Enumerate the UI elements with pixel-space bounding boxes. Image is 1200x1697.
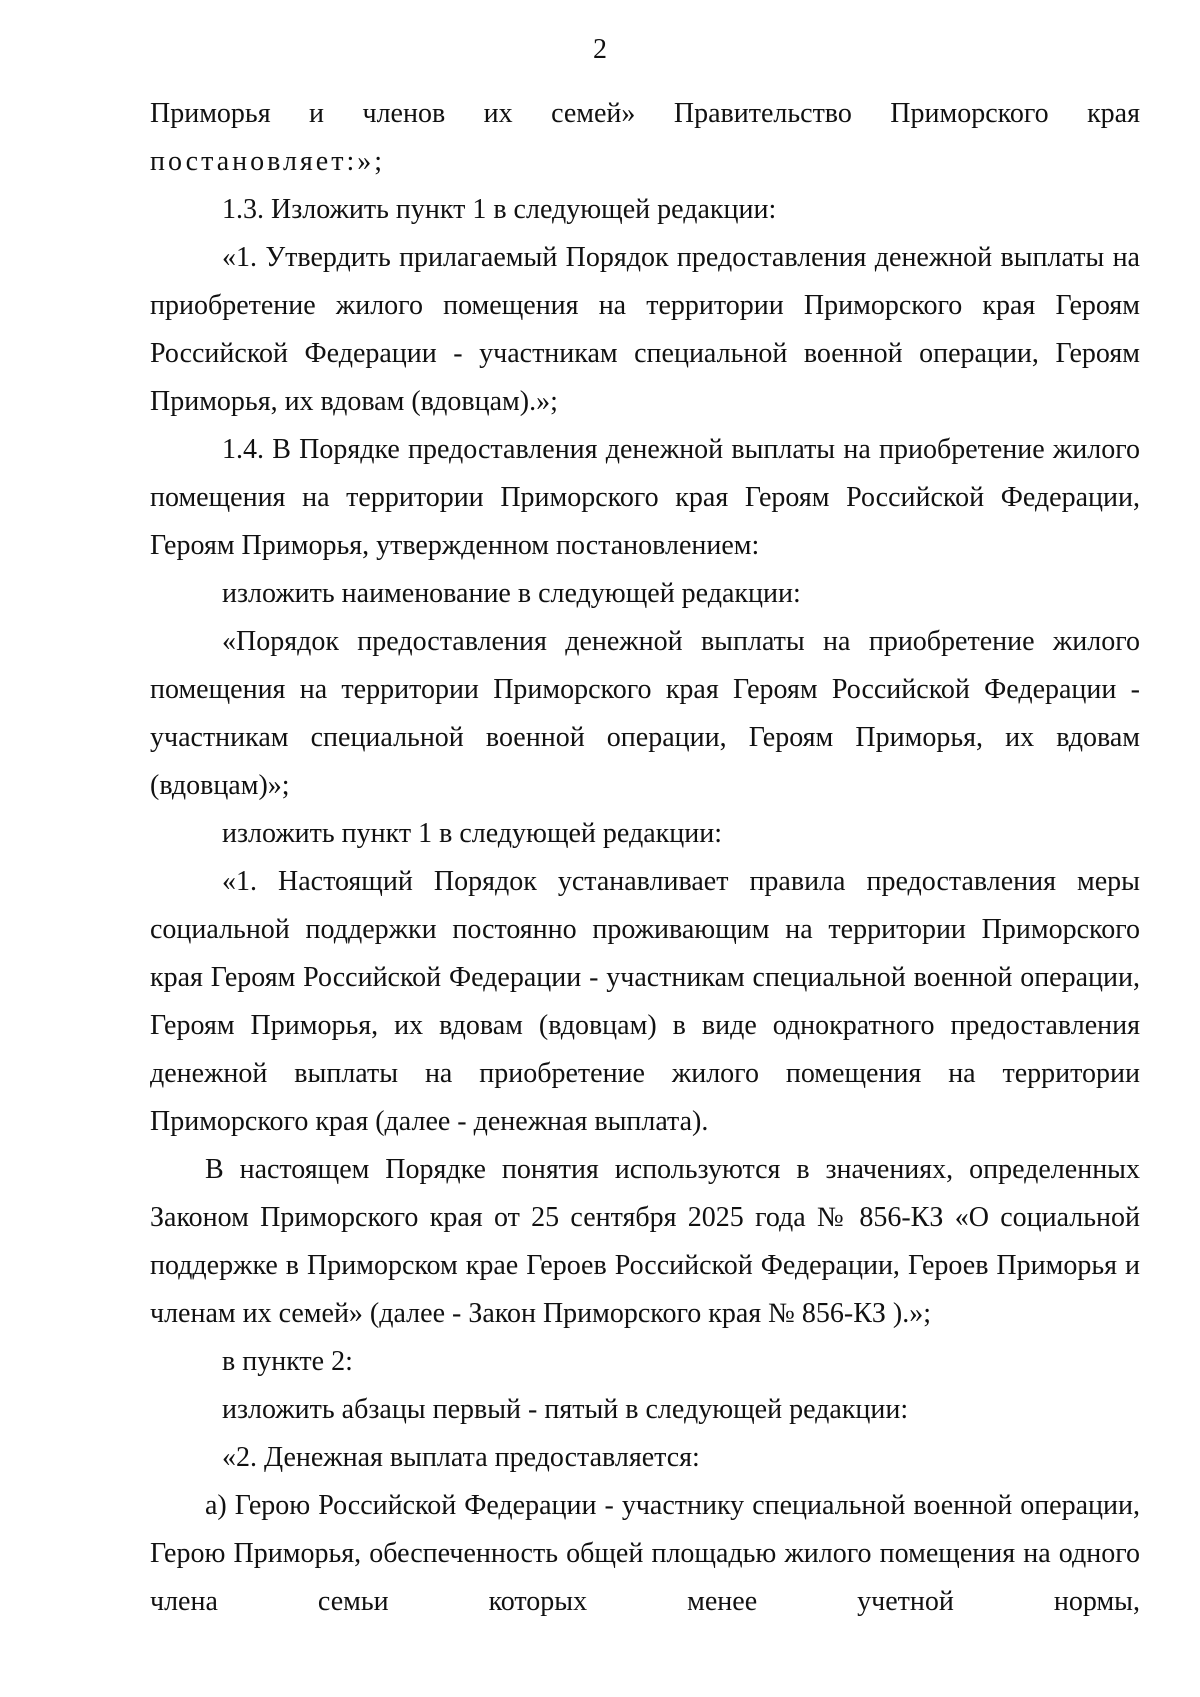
paragraph-6: изложить наименование в следующей редакции: [222,578,801,609]
paragraph-7: «Порядок предоставления денежной выплаты на приобретение жилого помещения на территории Приморского края Героям Российской Федерации - участникам специальной военной операции, Героям Приморья, их вдовам (вдовцам)»; [150,626,1140,801]
paragraph-1: Приморья и членов их семей» Правительство Приморского края [150,98,1140,129]
paragraph-10: В настоящем Порядке понятия используются в значениях, определенных Законом Приморского края от 25 сентября 2025 года № 856-КЗ «О социальной поддержке в Приморском крае Героев Российской Федерации, Героев Приморья и членам их семей» (далее - Закон Приморского края № 856-КЗ ).»; [150,1154,1140,1329]
paragraph-2: постановляет:»; [150,146,386,177]
document-body [150,90,1140,1626]
paragraph-5: 1.4. В Порядке предоставления денежной выплаты на приобретение жилого помещения на территории Приморского края Героям Российской Федерации, Героям Приморья, утвержденном постановлением: [150,434,1140,561]
paragraph-3: 1.3. Изложить пункт 1 в следующей редакции: [222,194,777,225]
paragraph-12: изложить абзацы первый - пятый в следующей редакции: [222,1394,909,1425]
page-number: 2 [593,34,607,65]
paragraph-13: «2. Денежная выплата предоставляется: [222,1442,700,1473]
paragraph-11: в пункте 2: [222,1346,353,1377]
paragraph-8: изложить пункт 1 в следующей редакции: [222,818,722,849]
paragraph-4: «1. Утвердить прилагаемый Порядок предоставления денежной выплаты на приобретение жилого помещения на территории Приморского края Героям Российской Федерации - участникам специальной военной операции, Героям Приморья, их вдовам (вдовцам).»; [150,242,1140,417]
paragraph-9: «1. Настоящий Порядок устанавливает правила предоставления меры социальной поддержки постоянно проживающим на территории Приморского края Героям Российской Федерации - участникам специальной военной операции, Героям Приморья, их вдовам (вдовцам) в виде однократного предоставления денежной выплаты на приобретение жилого помещения на территории Приморского края (далее - денежная выплата). [150,866,1140,1137]
paragraph-14: а) Герою Российской Федерации - участнику специальной военной операции, Герою Приморья, обеспеченность общей площадью жилого помещения на одного члена семьи которых менее учетной нормы, [150,1490,1140,1617]
